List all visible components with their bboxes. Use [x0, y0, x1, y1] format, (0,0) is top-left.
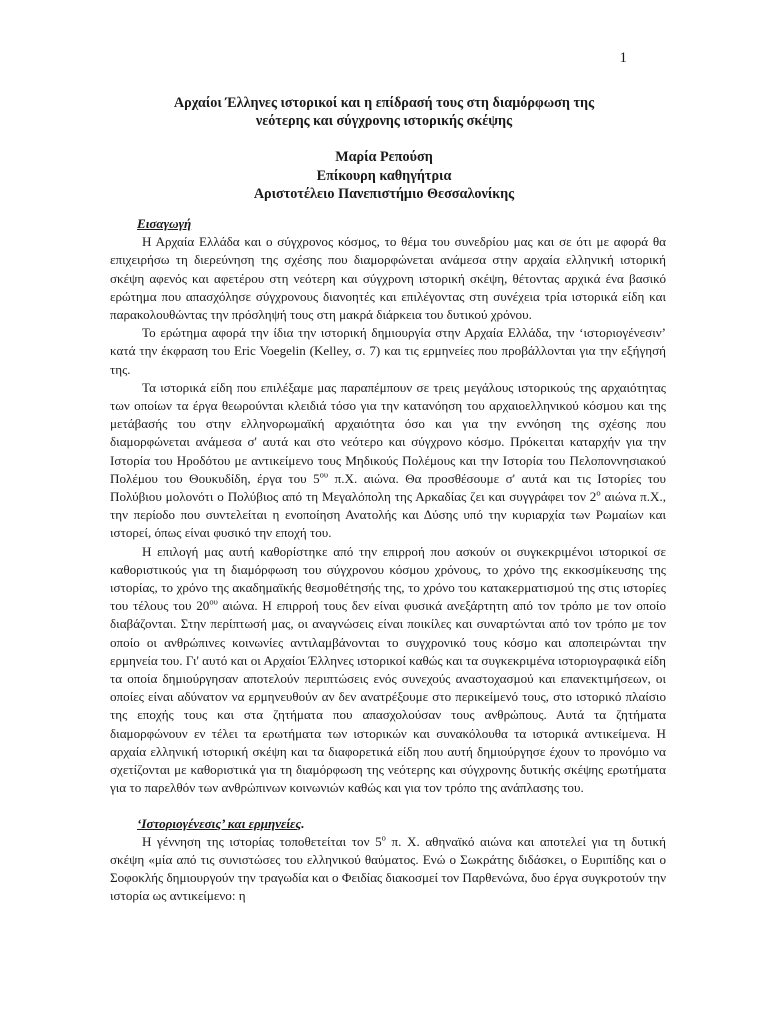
document-title [110, 94, 658, 130]
author-block [110, 148, 658, 204]
superscript: ου [209, 596, 218, 607]
body-paragraph [110, 543, 666, 798]
superscript: ο [381, 832, 386, 843]
body-paragraph [110, 379, 666, 543]
section-heading-introduction-text: Εισαγωγή [137, 216, 192, 231]
body-paragraph: Η Αρχαία Ελλάδα και ο σύγχρονος κόσμος, το θέμα του συνεδρίου μας και σε ότι με αφορά θα επιχειρήσω τη διερεύνηση της σχέσης που διαμορφώνεται ανάμεσα στην αρχαία ελληνική ιστορική σκέψη αφενός και αφετέρου στη νεότερη και σύγχρονη ιστορική σκέψη, θέτοντας αρχικά ένα βασικό ερώτημα που απασχόλησε σύγχρονους διανοητές και επιλέγοντας στη συνέχεια τρία ιστορικά είδη και παρακολουθώντας την πρόσληψή τους στη μακρά διάρκεια του δυτικού χρόνου. [110, 234, 666, 323]
section-heading-period: . [301, 815, 305, 831]
title-line-2: νεότερης και σύγχρονης ιστορικής σκέψης [255, 113, 513, 129]
paragraph-text: αιώνα π.Χ., την περίοδο που συντελείται η ενοποίηση Ανατολής και Δύσης υπό την κυριαρχία των Ρωμαίων και ιστορεί, όπως είναι φυσικό την εποχή του. [110, 489, 666, 541]
superscript: ο [596, 487, 601, 498]
superscript: ου [319, 469, 329, 480]
paragraph-text: π. Χ. αθηναϊκό αιώνα και αποτελεί για τη δυτική σκέψη «μία από τις συνιστώσες του ελληνικού θαύματος. Ενώ ο Σωκράτης διδάσκει, ο Ευριπίδης και ο Σοφοκλής δημιουργούν την τραγωδία και ο Φειδίας διακοσμεί τον Παρθενώνα, δυο έργα συγκροτούν την ιστορία ως αντικείμενο: η [110, 833, 667, 904]
body-paragraph [110, 833, 666, 906]
author-position: Επίκουρη καθηγήτρια [316, 167, 452, 184]
document-body [110, 215, 666, 906]
paragraph-text: Τα ιστορικά είδη που επιλέξαμε μας παραπέμπουν σε τρεις μεγάλους ιστορικούς της αρχαιότητας των οποίων τα έργα θεωρούνται κλειδιά τόσο για την κατανόηση του αρχαιοελληνικού κόσμου και της μετάβασής του στην ελληνορωμαϊκή αρχαιότητα όσο και για την εννόηση της σχέσης που διαμορφώνεται ανάμεσα σ' αυτά και στο νεότερο και σύγχρονο κόσμο. Πρόκειται καταρχήν για την Ιστορία του Ηροδότου με αντικείμενο τους Μηδικούς Πολέμους και την Ιστορία του Πελοποννησιακού Πολέμου του Θουκυδίδη, έργα του 5 [110, 379, 666, 486]
body-paragraph: Το ερώτημα αφορά την ίδια την ιστορική δημιουργία στην Αρχαία Ελλάδα, την ‘ιστοριογένεσιν’ κατά την έκφραση του Eric Voegelin (Kelley, σ. 7) και τις ερμηνείες που προβάλλονται για την εξήγησή της. [110, 325, 666, 377]
section-heading-introduction [110, 215, 666, 233]
section-heading-historiogenesis-text: ‘Ιστοριογένεσις’ και ερμηνείες [137, 815, 302, 831]
author-name: Μαρία Ρεπούση [335, 149, 433, 165]
paragraph-text: π.Χ. αιώνα. Θα προσθέσουμε σ' αυτά και τις Ιστορίες του Πολύβιου μολονότι ο Πολύβιος από τη Μεγαλόπολη της Αρκαδίας ζει και συγγράφει τον 2 [110, 470, 666, 505]
paragraph-text: αιώνα. Η επιρροή τους δεν είναι φυσικά ανεξάρτητη από τον τρόπο με τον οποίο διαβάζονται. Στην περίπτωσή μας, οι αναγνώσεις είναι ποικίλες και συναρτώνται από τον τρόπο με τον οποίο οι ανθρώπινες κοινωνίες αντιλαμβάνονται το συγχρονικό τους κόσμο και αποπειρώνται την ερμηνεία του. Γι' αυτό και οι Αρχαίοι Έλληνες ιστορικοί καθώς και τα συγκεκριμένα ιστοριογραφικά είδη τα οποία δημιούργησαν αποτελούν περιπτώσεις ενός συνεχούς αναστοχασμού και επανεκτιμήσεων, οι οποίες είναι αδύνατον να ερμηνευθούν αν δεν ανατρέξουμε στο περικείμενό τους, στο ιστορικό πλαίσιο της εποχής τους και στα ζητήματα που απασχολούσαν τους ανθρώπους. Αυτά τα ζητήματα διαμορφώνουν εν τέλει τα ερωτήματα των ιστορικών και συνακόλουθα τα ιστορικά αντικείμενα. Η αρχαία ελληνική ιστορική σκέψη και τα διαφορετικά είδη που αυτή δημιούργησε έχουν το προνόμιο να σχετίζονται με καθοριστικά για τη διαμόρφωση της νεότερης και σύγχρονης δυτικής σκέψης ερωτήματα για το παρελθόν των ανθρώπινων κοινωνιών καθώς και για τον τρόπο της ανάπλασης του. [110, 598, 666, 796]
author-institution: Αριστοτέλειο Πανεπιστήμιο Θεσσαλονίκης [253, 186, 515, 202]
section-heading-historiogenesis [110, 815, 666, 833]
paragraph-text: Η επιλογή μας αυτή καθορίστηκε από την επιρροή που ασκούν οι συγκεκριμένοι ιστορικοί σε καθοριστικούς για τη διαμόρφωση του σύγχρονου κόσμου χρόνους, το χρόνο της εκκοσμίκευσης της ιστορίας, το χρόνο της ακαδημαϊκής θεσμοθέτησής της, το χρόνο του κατακερματισμού της στις ιστορίες του τέλους του 20 [110, 543, 666, 614]
paragraph-text: Η γέννηση της ιστορίας τοποθετείται τον 5 [142, 833, 382, 849]
page-number: 1 [619, 50, 627, 66]
title-line-1: Αρχαίοι Έλληνες ιστορικοί και η επίδρασή τους στη διαμόρφωση της [173, 95, 595, 111]
